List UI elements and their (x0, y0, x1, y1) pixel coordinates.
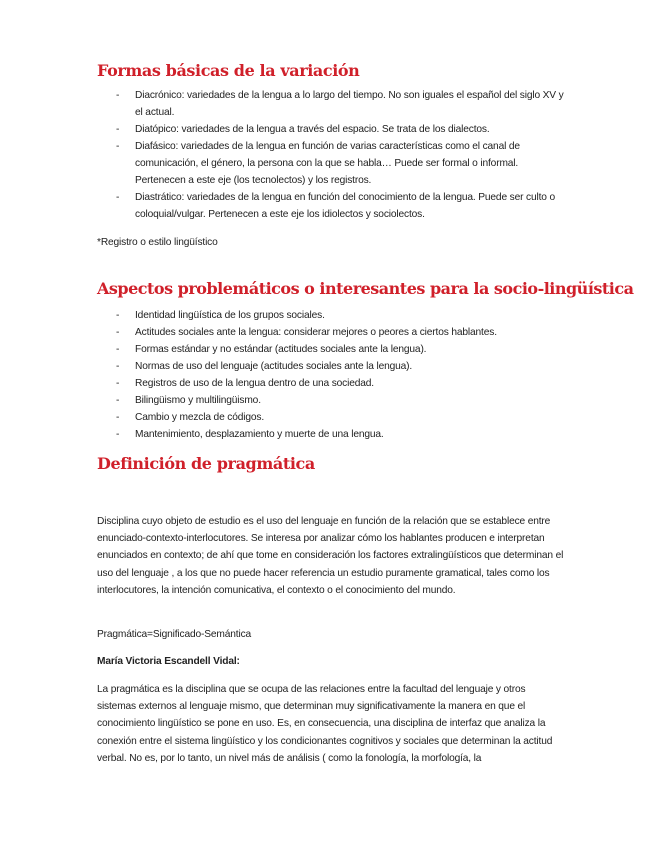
pragmatics-definition-paragraph: Disciplina cuyo objeto de estudio es el uso del lenguaje en función de la relación que se establece entre enunciado-contexto-interlocutores. Se interesa por analizar cómo los hablantes producen e interpretan enunciados en contexto; de ahí que tome en consideración los factores extralingüísticos que determinan el uso del lenguaje , a los que no puede hacer referencia un estudio puramente gramatical, tales como los interlocutores, la intención comunicativa, el contexto o el conocimiento del mundo. (97, 516, 564, 596)
list-item-text: Diafásico: variedades de la lengua en función de varias características como el canal de comunicación, el género, la persona con la que se habla… Puede ser formal o informal. Pertenecen a este eje (los tecnolectos) y los registros. (135, 141, 520, 186)
list-item (0, 189, 565, 223)
author-name: María Victoria Escandell Vidal: (97, 656, 240, 667)
dash-bullet: - (116, 141, 120, 152)
heading-sociolinguistic-aspects: Aspectos problemáticos o interesantes para la socio-lingüística (97, 279, 634, 298)
dash-bullet: - (116, 90, 120, 101)
dash-bullet: - (116, 124, 120, 135)
heading-pragmatics-definition: Definición de pragmática (97, 454, 315, 473)
list-item (0, 307, 565, 324)
list-item (0, 409, 565, 426)
list-item-text: Diatópico: variedades de la lengua a través del espacio. Se trata de los dialectos. (135, 124, 490, 135)
list-item-text: Bilingüismo y multilingüismo. (135, 395, 261, 406)
list-item-text: Diacrónico: variedades de la lengua a lo largo del tiempo. No son iguales el español del siglo XV y el actual. (135, 90, 564, 118)
pragmatics-equation: Pragmática=Significado-Semántica (97, 629, 252, 640)
list-item-text: Normas de uso del lenguaje (actitudes sociales ante la lengua). (135, 361, 413, 372)
dash-bullet: - (116, 378, 120, 389)
list-item (0, 375, 565, 392)
dash-bullet: - (116, 192, 120, 203)
dash-bullet: - (116, 395, 120, 406)
aspects-list (0, 307, 655, 443)
list-item-text: Mantenimiento, desplazamiento y muerte de una lengua. (135, 429, 384, 440)
list-item (0, 358, 565, 375)
list-item (0, 87, 565, 121)
list-item (0, 426, 565, 443)
list-item-text: Diastrático: variedades de la lengua en función del conocimiento de la lengua. Puede ser culto o coloquial/vulgar. Pertenecen a este eje los idiolectos y sociolectos. (135, 192, 555, 220)
list-item-text: Registros de uso de la lengua dentro de una sociedad. (135, 378, 374, 389)
list-item (0, 392, 565, 409)
list-item (0, 341, 565, 358)
list-item (0, 121, 565, 138)
list-item (0, 138, 565, 189)
dash-bullet: - (116, 310, 120, 321)
heading-variation-forms: Formas básicas de la variación (97, 61, 360, 80)
list-item-text: Actitudes sociales ante la lengua: considerar mejores o peores a ciertos hablantes. (135, 327, 497, 338)
list-item (0, 324, 565, 341)
dash-bullet: - (116, 327, 120, 338)
dash-bullet: - (116, 344, 120, 355)
list-item-text: Identidad lingüística de los grupos sociales. (135, 310, 325, 321)
dash-bullet: - (116, 429, 120, 440)
list-item-text: Formas estándar y no estándar (actitudes sociales ante la lengua). (135, 344, 427, 355)
register-note: *Registro o estilo lingüístico (97, 237, 218, 248)
dash-bullet: - (116, 412, 120, 423)
author-quote-paragraph: La pragmática es la disciplina que se ocupa de las relaciones entre la facultad del lenguaje y otros sistemas externos al lenguaje mismo, que determinan muy significativamente la manera en que el conocimiento lingüístico se pone en uso. Es, en consecuencia, una disciplina de interfaz que analiza la conexión entre el sistema lingüístico y los condicionantes cognitivos y sociales que determinan la actitud verbal. No es, por lo tanto, un nivel más de análisis ( como la fonología, la morfología, la (97, 684, 553, 764)
dash-bullet: - (116, 361, 120, 372)
variation-list (0, 87, 655, 223)
list-item-text: Cambio y mezcla de códigos. (135, 412, 265, 423)
